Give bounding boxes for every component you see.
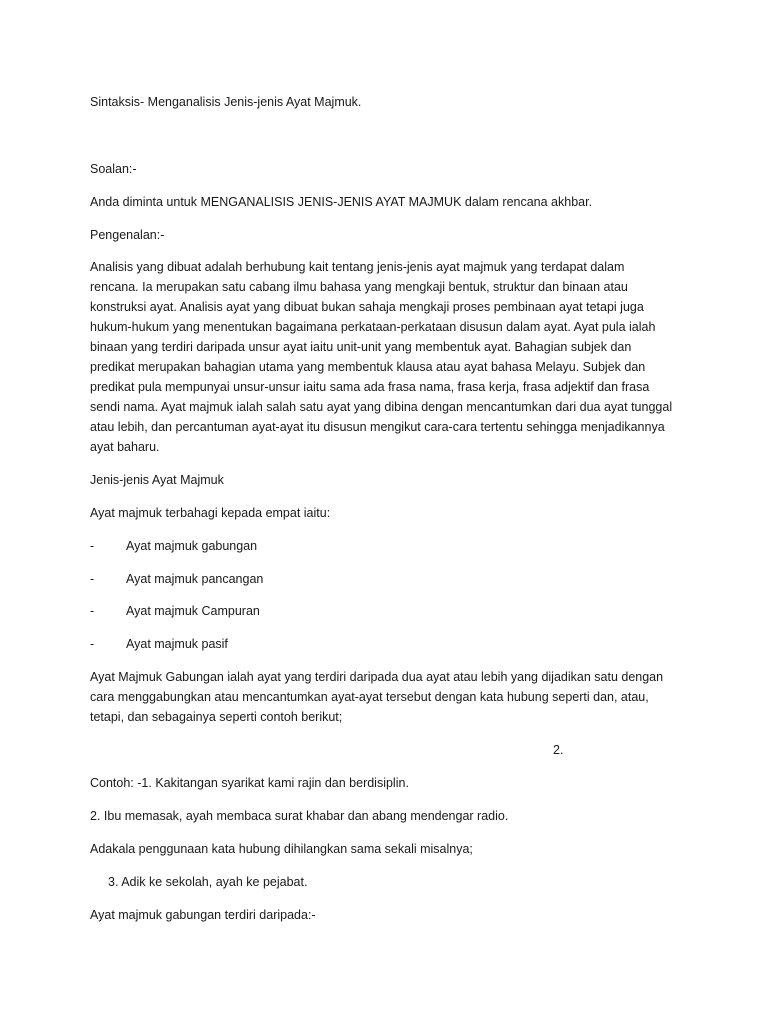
paragraph-line: Analisis yang dibuat adalah berhubung kait tentang jenis-jenis ayat majmuk yang terdapat dalam: [90, 260, 625, 274]
paragraph-line: binaan yang terdiri daripada unsur ayat iaitu unit-unit yang membentuk ayat. Bahagian subjek dan: [90, 340, 632, 354]
document-title: Sintaksis- Menganalisis Jenis-jenis Ayat Majmuk.: [90, 95, 362, 109]
paragraph-line: predikat merupakan bahagian utama yang membentuk klausa atau ayat bahasa Melayu. Subjek dan: [90, 360, 646, 374]
stray-number: 2.: [553, 743, 564, 757]
paragraph-line: atau lebih, dan percantuman ayat-ayat itu disusun mengikut cara-cara tertentu sehingga menjadikannya: [90, 420, 665, 434]
bullet-marker: -: [90, 539, 95, 553]
bullet-marker: -: [90, 637, 95, 651]
bullet-text: Ayat majmuk gabungan: [126, 539, 258, 553]
example-2: 2. Ibu memasak, ayah membaca surat khabar dan abang mendengar radio.: [90, 809, 509, 823]
soalan-heading: Soalan:-: [90, 162, 137, 176]
jenis-intro: Ayat majmuk terbahagi kepada empat iaitu:: [90, 506, 331, 520]
paragraph-line: Ayat Majmuk Gabungan ialah ayat yang terdiri daripada dua ayat atau lebih yang dijadikan satu dengan: [90, 670, 664, 684]
paragraph-line: cara menggabungkan atau mencantumkan ayat-ayat tersebut dengan kata hubung seperti dan, atau,: [90, 690, 649, 704]
soalan-text: Anda diminta untuk MENGANALISIS JENIS-JENIS AYAT MAJMUK dalam rencana akhbar.: [90, 195, 593, 209]
terdiri-text: Ayat majmuk gabungan terdiri daripada:-: [90, 908, 316, 922]
bullet-marker: -: [90, 572, 95, 586]
pengenalan-heading: Pengenalan:-: [90, 228, 165, 242]
paragraph-line: predikat pula mempunyai unsur-unsur iaitu sama ada frasa nama, frasa kerja, frasa adjektif dan frasa: [90, 380, 650, 394]
bullet-text: Ayat majmuk Campuran: [126, 604, 260, 618]
adakala-text: Adakala penggunaan kata hubung dihilangkan sama sekali misalnya;: [90, 842, 473, 856]
paragraph-line: hukum-hukum yang menentukan bagaimana perkataan-perkataan disusun dalam ayat. Ayat pula ialah: [90, 320, 656, 334]
paragraph-line: konstruksi ayat. Analisis ayat yang dibuat bukan sahaja mengkaji proses pembinaan ayat tetapi juga: [90, 300, 644, 314]
bullet-marker: -: [90, 604, 95, 618]
paragraph-line: tetapi, dan sebagainya seperti contoh berikut;: [90, 710, 343, 724]
example-1: Contoh: -1. Kakitangan syarikat kami rajin dan berdisiplin.: [90, 776, 409, 790]
paragraph-line: ayat baharu.: [90, 440, 160, 454]
bullet-text: Ayat majmuk pasif: [126, 637, 228, 651]
jenis-heading: Jenis-jenis Ayat Majmuk: [90, 473, 224, 487]
paragraph-line: rencana. Ia merupakan satu cabang ilmu bahasa yang mengkaji bentuk, struktur dan binaan atau: [90, 280, 628, 294]
example-3: 3. Adik ke sekolah, ayah ke pejabat.: [108, 875, 308, 889]
paragraph-line: sendi nama. Ayat majmuk ialah salah satu ayat yang dibina dengan mencantumkan dari dua ayat tunggal: [90, 400, 673, 414]
bullet-text: Ayat majmuk pancangan: [126, 572, 264, 586]
